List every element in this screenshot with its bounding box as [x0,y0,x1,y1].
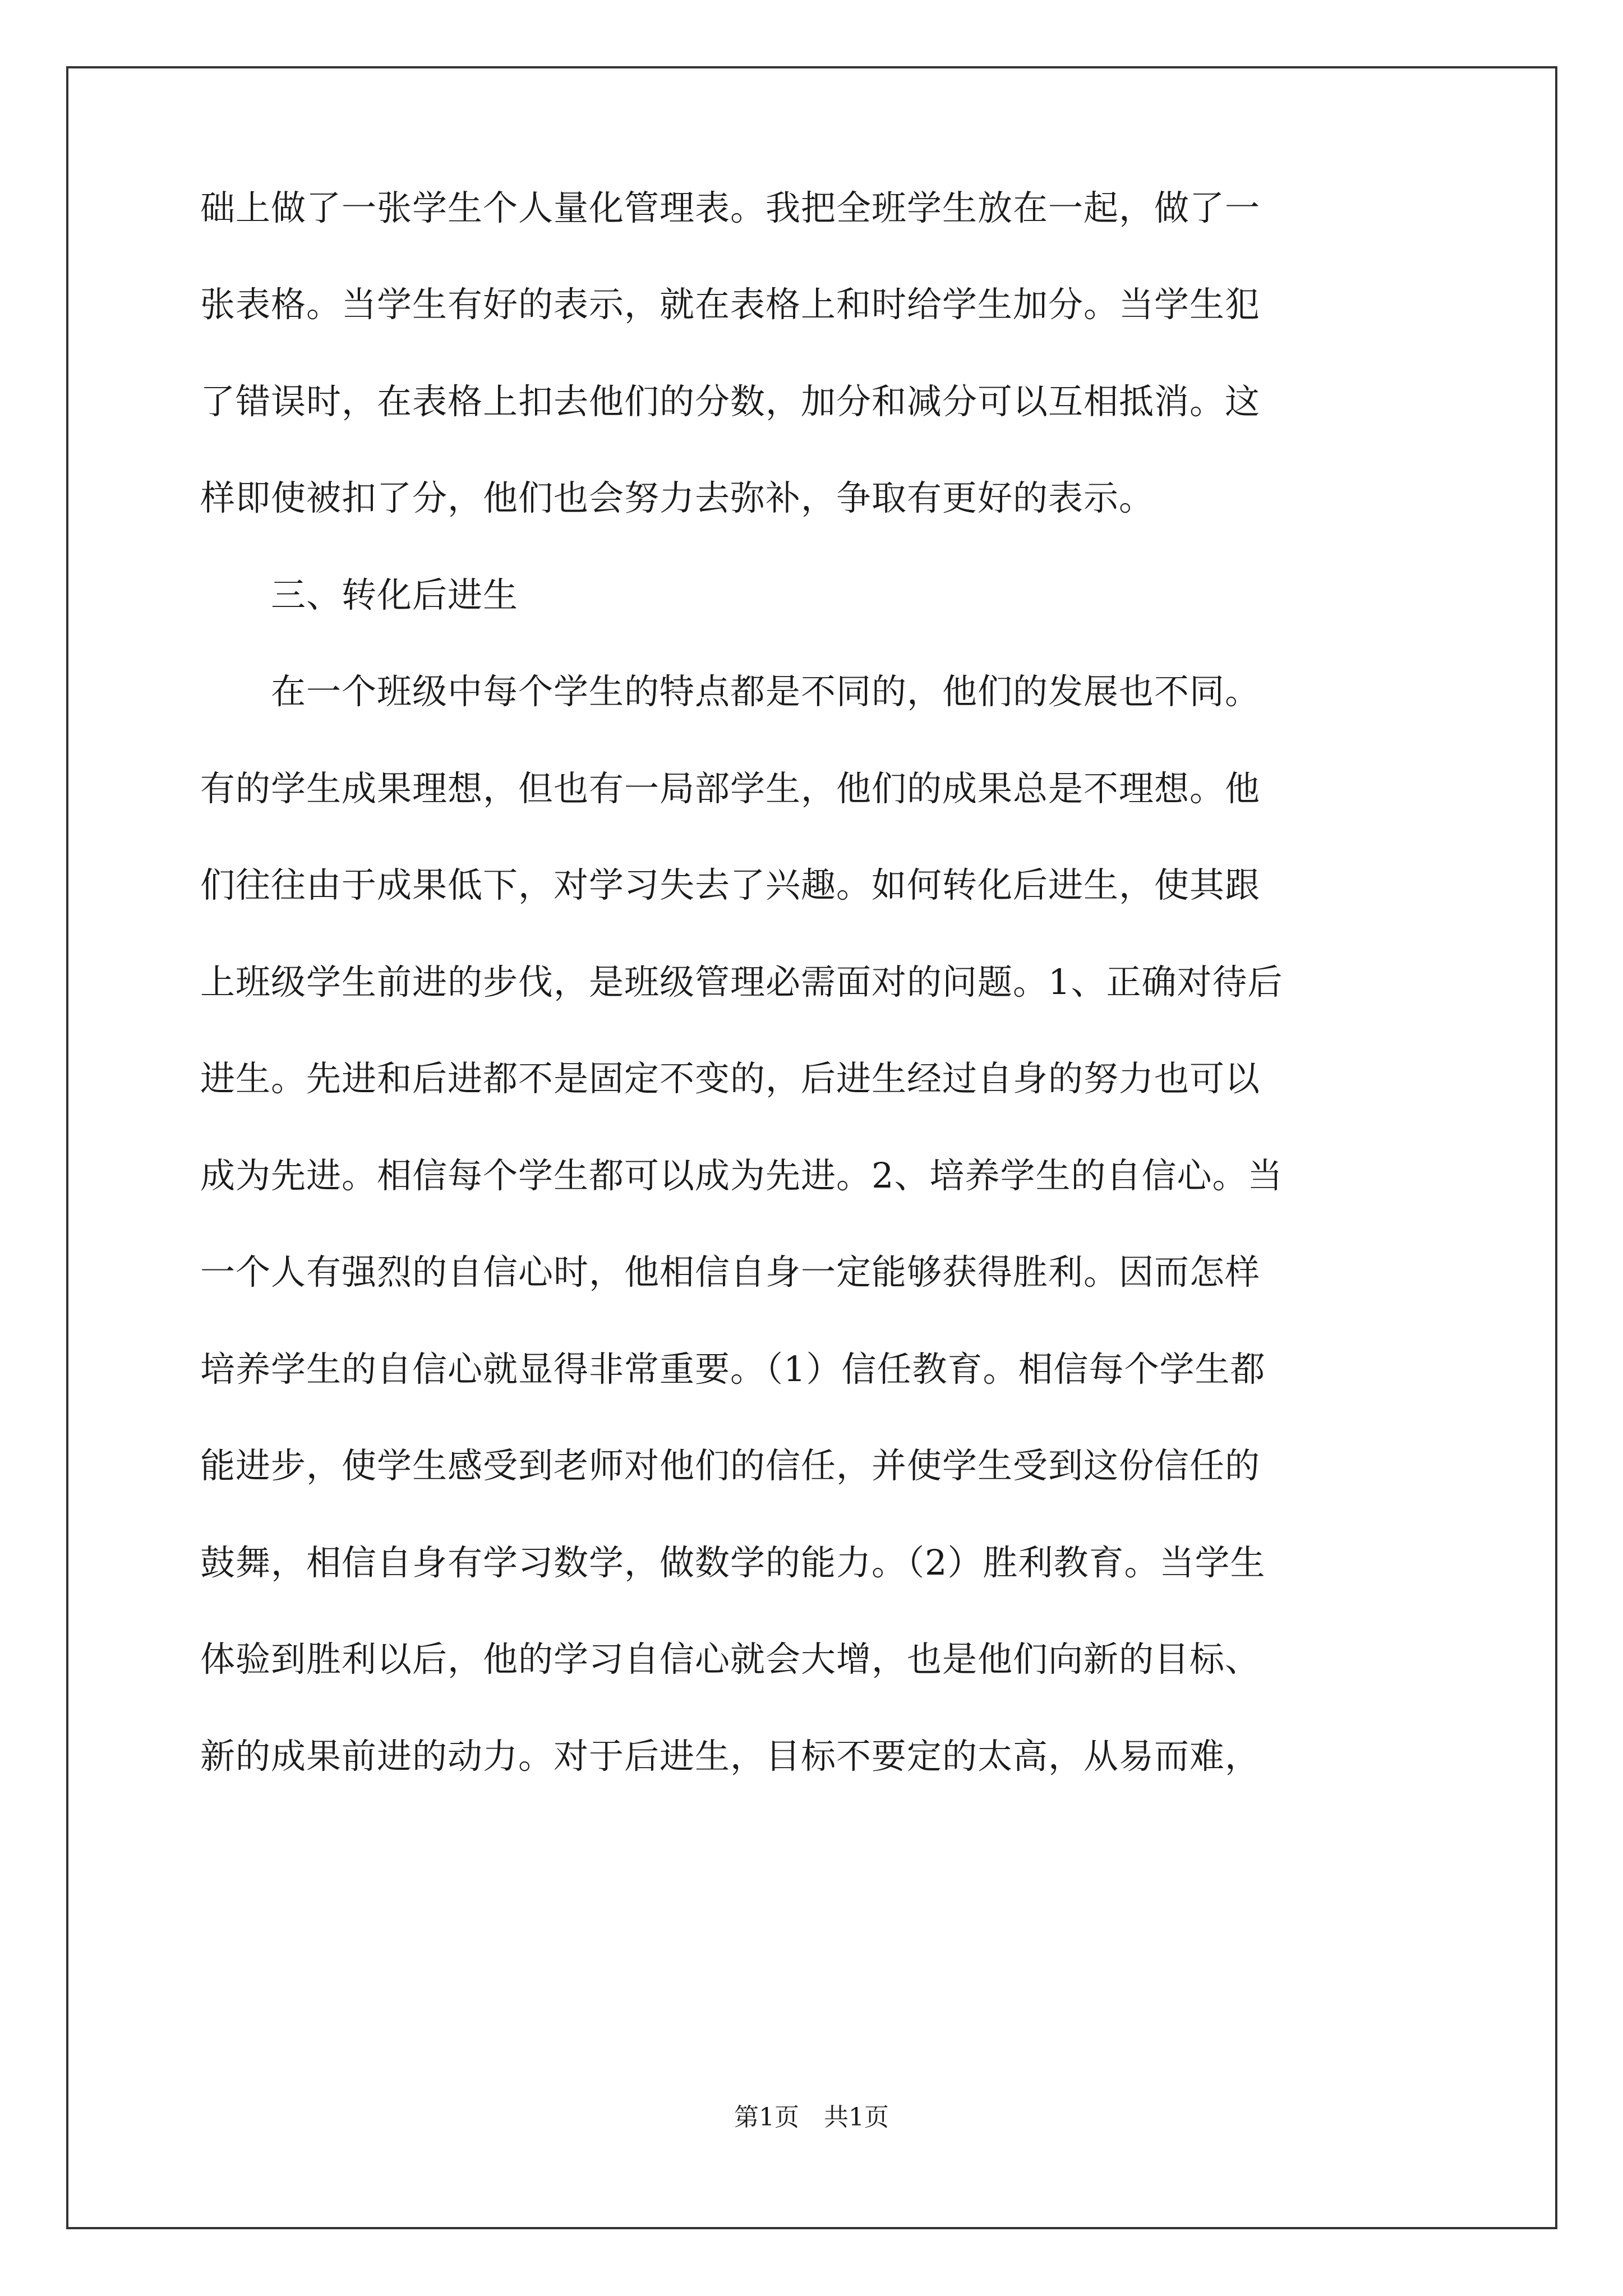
text-line: 在一个班级中每个学生的特点都是不同的，他们的发展也不同。 [200,671,1261,712]
section-heading: 三、转化后进生 [200,574,519,615]
text-line: 上班级学生前进的步伐，是班级管理必需面对的问题。1、正确对待后 [200,961,1283,1002]
text-line: 了错误时，在表格上扣去他们的分数，加分和减分可以互相抵消。这 [200,381,1261,422]
text-line: 体验到胜利以后，他的学习自信心就会大增，也是他们向新的目标、 [200,1639,1261,1680]
text-line: 有的学生成果理想，但也有一局部学生，他们的成果总是不理想。他 [200,768,1261,809]
text-line: 样即使被扣了分，他们也会努力去弥补，争取有更好的表示。 [200,477,1155,518]
page-number-footer: 第1页 共1页 [734,2103,889,2132]
text-line: 能进步，使学生感受到老师对他们的信任，并使学生受到这份信任的 [200,1445,1261,1486]
text-line: 们往往由于成果低下，对学习失去了兴趣。如何转化后进生，使其跟 [200,864,1261,905]
text-line: 培养学生的自信心就显得非常重要。（1）信任教育。相信每个学生都 [200,1349,1266,1389]
text-line: 鼓舞，相信自身有学习数学，做数学的能力。（2）胜利教育。当学生 [200,1542,1266,1583]
text-line: 成为先进。相信每个学生都可以成为先进。2、培养学生的自信心。当 [200,1155,1283,1196]
text-line: 张表格。当学生有好的表示，就在表格上和时给学生加分。当学生犯 [200,284,1261,325]
text-line: 一个人有强烈的自信心时，他相信自身一定能够获得胜利。因而怎样 [200,1251,1261,1292]
text-line: 新的成果前进的动力。对于后进生，目标不要定的太高，从易而难， [200,1736,1261,1777]
text-line: 进生。先进和后进都不是固定不变的，后进生经过自身的努力也可以 [200,1058,1261,1099]
text-line: 础上做了一张学生个人量化管理表。我把全班学生放在一起，做了一 [200,187,1261,228]
